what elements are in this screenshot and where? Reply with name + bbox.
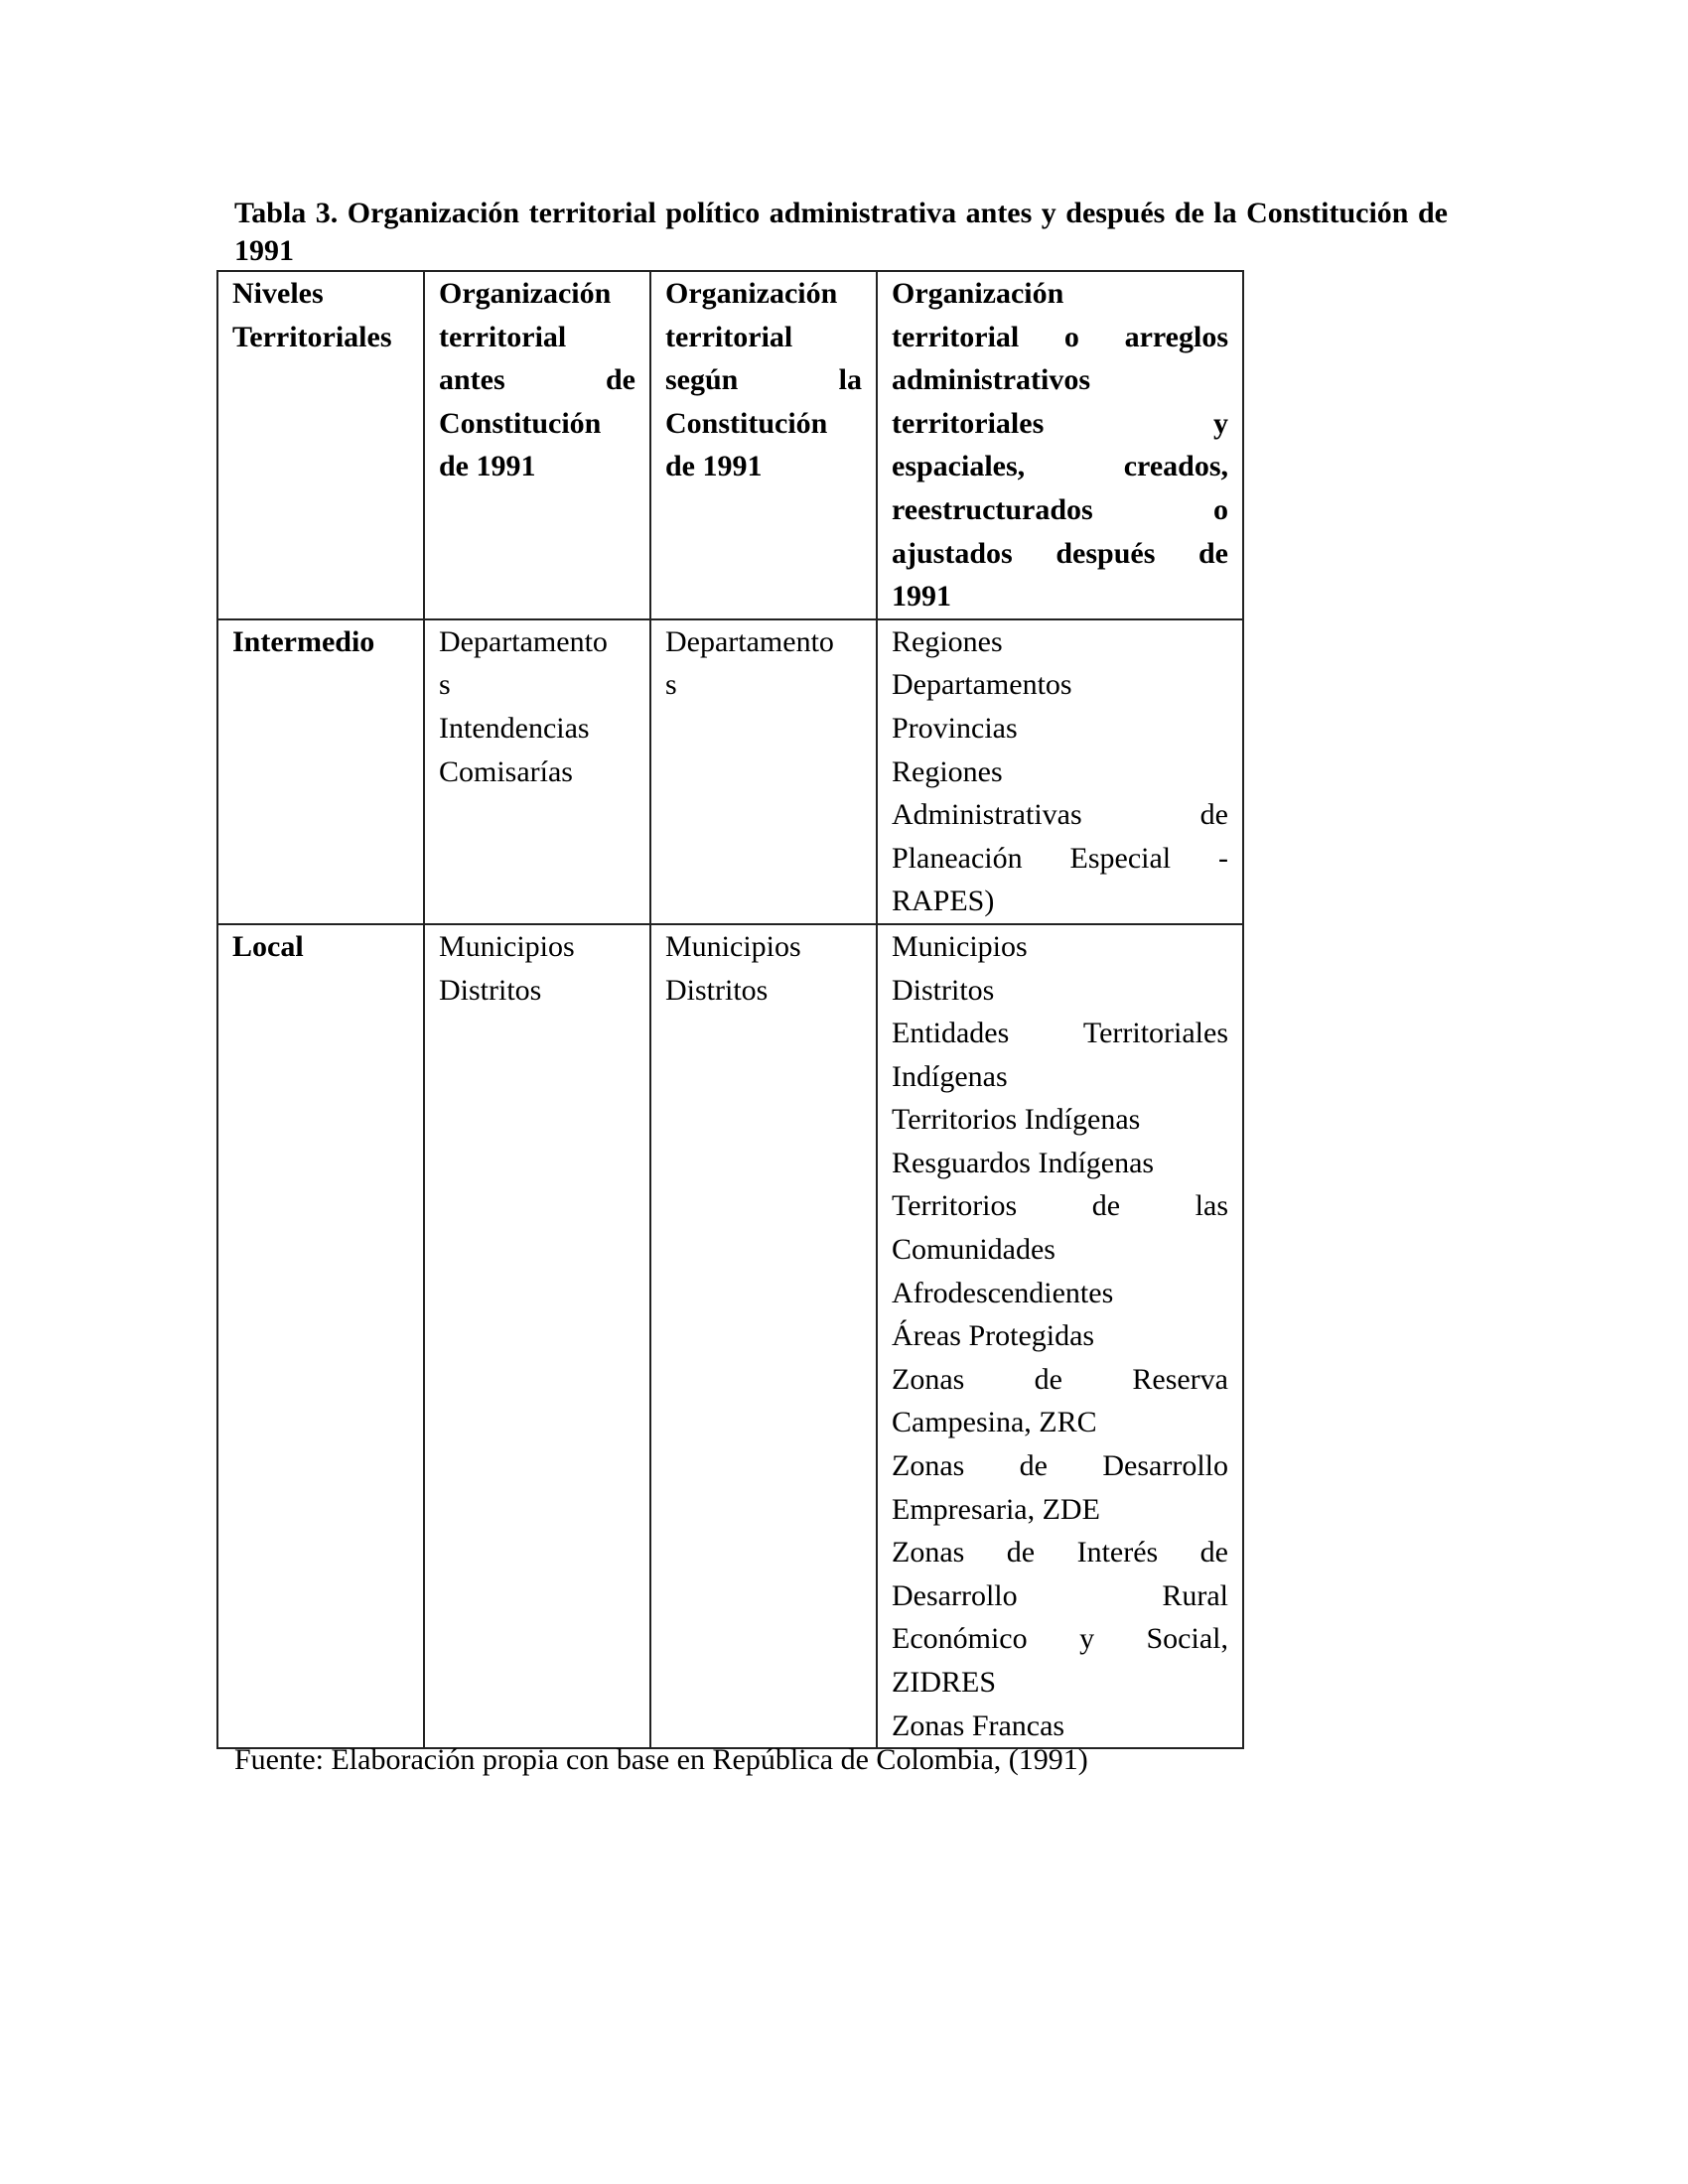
before-cell	[424, 924, 650, 1748]
table-row-intermedio	[217, 619, 1243, 924]
cell-line: Áreas Protegidas	[892, 1319, 1095, 1353]
header-line: antes de	[439, 363, 635, 397]
cell-line: Empresaria, ZDE	[892, 1492, 1100, 1526]
header-line: ajustados después de	[892, 536, 1228, 570]
after-cell	[877, 924, 1243, 1748]
cell-line: Campesina, ZRC	[892, 1406, 1097, 1439]
per-constitution-cell	[650, 619, 877, 924]
header-line: Organización	[892, 277, 1064, 310]
cell-line: Departamento	[439, 624, 608, 658]
table-row-local	[217, 924, 1243, 1748]
cell-line: Zonas de Desarrollo	[892, 1449, 1228, 1483]
cell-line: Distritos	[665, 973, 769, 1007]
header-line: 1991	[892, 580, 951, 614]
header-cell-levels	[217, 271, 424, 619]
table-header-row	[217, 271, 1243, 619]
cell-line: Regiones	[892, 624, 1003, 658]
cell-line: Municipios	[892, 929, 1028, 963]
cell-line: Territorios de las	[892, 1189, 1228, 1223]
cell-line: Municipios	[665, 929, 801, 963]
header-line: Constitución	[665, 406, 828, 440]
table-title: Tabla 3. Organización territorial político administrativa antes y después de la Constitución de 1991	[234, 197, 1448, 267]
cell-line: s	[665, 668, 677, 702]
header-line: Constitución	[439, 406, 602, 440]
header-line: territorial	[665, 320, 793, 353]
after-cell	[877, 619, 1243, 924]
header-line: administrativos	[892, 363, 1091, 397]
cell-line: Afrodescendientes	[892, 1276, 1114, 1309]
cell-line: Zonas Francas	[892, 1708, 1065, 1742]
header-line: territoriales y	[892, 406, 1228, 440]
per-constitution-cell	[650, 924, 877, 1748]
cell-line: Municipios	[439, 929, 575, 963]
cell-line: Provincias	[892, 711, 1018, 745]
cell-line: Desarrollo Rural	[892, 1578, 1228, 1612]
level-label: Intermedio	[232, 624, 375, 658]
header-line: de 1991	[439, 450, 536, 483]
cell-line: Zonas de Interés de	[892, 1536, 1228, 1570]
header-cell-per-constitution	[650, 271, 877, 619]
cell-line: Entidades Territoriales	[892, 1017, 1228, 1050]
header-line: de 1991	[665, 450, 763, 483]
cell-line: Comunidades	[892, 1233, 1055, 1267]
level-label: Local	[232, 929, 304, 963]
cell-line: Resguardos Indígenas	[892, 1146, 1155, 1179]
level-cell	[217, 924, 424, 1748]
cell-line: ZIDRES	[892, 1666, 996, 1699]
cell-line: Territorios Indígenas	[892, 1103, 1141, 1137]
cell-line: s	[439, 668, 451, 702]
header-line: territorial	[439, 320, 567, 353]
cell-line: Departamento	[665, 624, 834, 658]
cell-line: Administrativas de	[892, 798, 1228, 832]
header-line: Organización	[439, 277, 612, 310]
cell-line: Departamentos	[892, 668, 1072, 702]
header-line: Territoriales	[232, 320, 392, 353]
level-cell	[217, 619, 424, 924]
territorial-organization-table	[216, 270, 1244, 1749]
cell-line: Regiones	[892, 754, 1003, 788]
cell-line: Distritos	[439, 973, 542, 1007]
cell-line: RAPES)	[892, 885, 995, 918]
cell-line: Intendencias	[439, 711, 590, 745]
cell-line: Comisarías	[439, 754, 573, 788]
cell-line: Distritos	[892, 973, 995, 1007]
cell-line: Planeación Especial -	[892, 841, 1228, 875]
before-cell	[424, 619, 650, 924]
header-line: espaciales, creados,	[892, 450, 1228, 483]
header-line: Organización	[665, 277, 838, 310]
header-line: territorial o arreglos	[892, 320, 1228, 353]
header-line: Niveles	[232, 277, 324, 310]
cell-line: Económico y Social,	[892, 1622, 1228, 1656]
header-cell-after-1991	[877, 271, 1243, 619]
header-line: según la	[665, 363, 862, 397]
header-line: reestructurados o	[892, 492, 1228, 526]
cell-line: Indígenas	[892, 1059, 1008, 1093]
cell-line: Zonas de Reserva	[892, 1362, 1228, 1396]
header-cell-before-1991	[424, 271, 650, 619]
source-footnote: Fuente: Elaboración propia con base en República de Colombia, (1991)	[234, 1743, 1088, 1776]
